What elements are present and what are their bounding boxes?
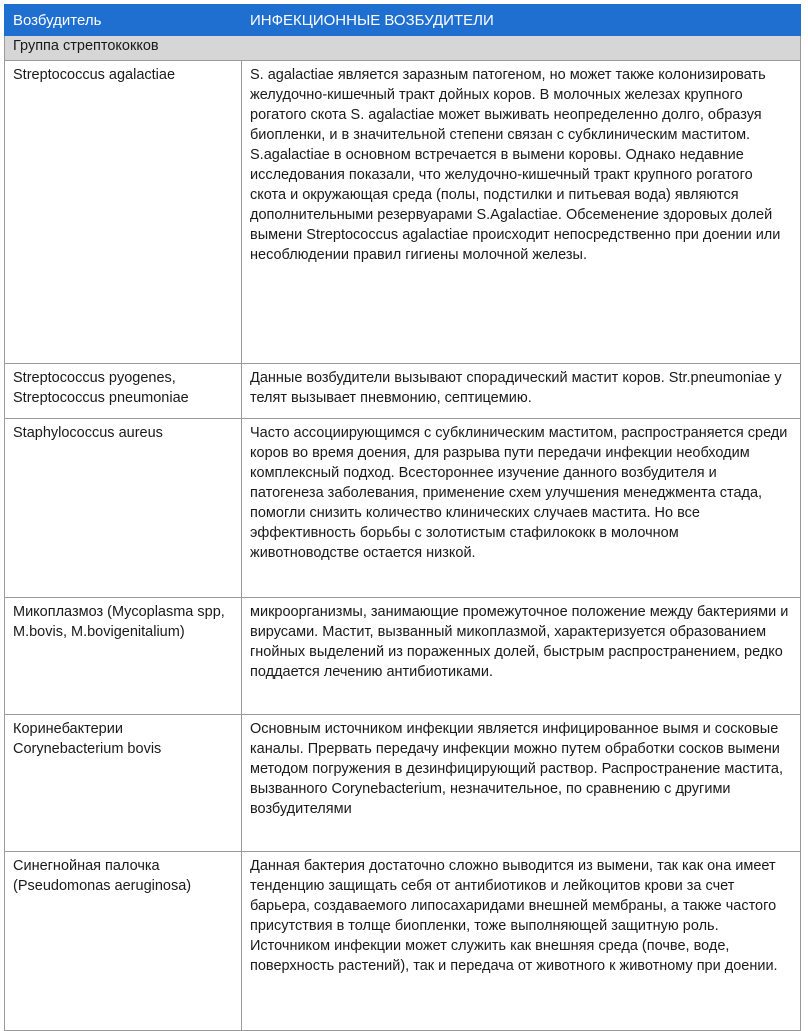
table-row (5, 715, 801, 852)
pathogen-cell: Streptococcus agalactiae (5, 61, 242, 364)
table-row (5, 61, 801, 364)
table-row (5, 419, 801, 598)
pathogen-cell: Микоплазмоз (Mycoplasma spp, M.bovis, M.bovigenitalium) (5, 598, 242, 715)
header-pathogen: Возбудитель (5, 5, 242, 36)
description-cell: Данная бактерия достаточно сложно выводится из вымени, так как она имеет тенденцию защищать себя от антибиотиков и лейкоцитов крови за счет барьера, создаваемого липосахаридами внешней мембраны, а также частого присутствия в толще биопленки, тоже выполняющей защитную роль. Источником инфекции может служить как внешняя среда (почве, воде, поверхность растений), так и передача от животного к животному при доении. (242, 852, 801, 1031)
pathogens-table-container (4, 4, 800, 1031)
table-row (5, 598, 801, 715)
table-row (5, 852, 801, 1031)
description-cell: S. agalactiae является заразным патогеном, но может также колонизировать желудочно-кишечный тракт дойных коров. В молочных железах крупного рогатого скота S. agalactiae может выживать неопределенно долго, образуя биопленки, и в значительной степени связан с субклиническим маститом. S.agalactiae в основном встречается в вымени коровы. Однако недавние исследования показали, что желудочно-кишечный тракт крупного рогатого скота и окружающая среда (полы, подстилки и питьевая вода) являются дополнительными резервуарами S.Agalactiae. Обсеменение здоровых долей вымени Streptococcus agalactiae происходит непосредственно при доении или несоблюдении правил гигиены молочной железы. (242, 61, 801, 364)
table-header-row (5, 5, 801, 36)
pathogen-cell: Streptococcus pyogenes, Streptococcus pneumoniae (5, 364, 242, 419)
description-cell: микроорганизмы, занимающие промежуточное положение между бактериями и вирусами. Мастит, вызванный микоплазмой, характеризуется образованием гнойных выделений из пораженных долей, быстрым распространением, редко поддается лечению антибиотиками. (242, 598, 801, 715)
description-cell: Часто ассоциирующимся с субклиническим маститом, распространяется среди коров во время доения, для разрыва пути передачи инфекции необходим комплексный подход. Всестороннее изучение данного возбудителя и патогенеза заболевания, применение схем улучшения менеджмента стада, помогли снизить количество клинических случаев мастита. Но все эффективность борьбы с золотистым стафилококк в молочном животноводстве остается низкой. (242, 419, 801, 598)
pathogen-cell: Синегнойная палочка (Pseudomonas aeruginosa) (5, 852, 242, 1031)
group-title: Группа стрептококков (5, 36, 801, 61)
group-row (5, 36, 801, 61)
description-cell: Основным источником инфекции является инфицированное вымя и сосковые каналы. Прервать передачу инфекции можно путем обработки сосков вымени методом погружения в дезинфицирующий раствор. Распространение мастита, вызванного Corynebacterium, незначительное, по сравнению с другими возбудителями (242, 715, 801, 852)
pathogens-table (4, 4, 801, 1031)
description-cell: Данные возбудители вызывают спорадический мастит коров. Str.pneumoniae у телят вызывает пневмонию, септицемию. (242, 364, 801, 419)
header-infectious-agents: ИНФЕКЦИОННЫЕ ВОЗБУДИТЕЛИ (242, 5, 801, 36)
pathogen-cell: Коринебактерии Corynebacterium bovis (5, 715, 242, 852)
table-row (5, 364, 801, 419)
pathogen-cell: Staphylococcus aureus (5, 419, 242, 598)
